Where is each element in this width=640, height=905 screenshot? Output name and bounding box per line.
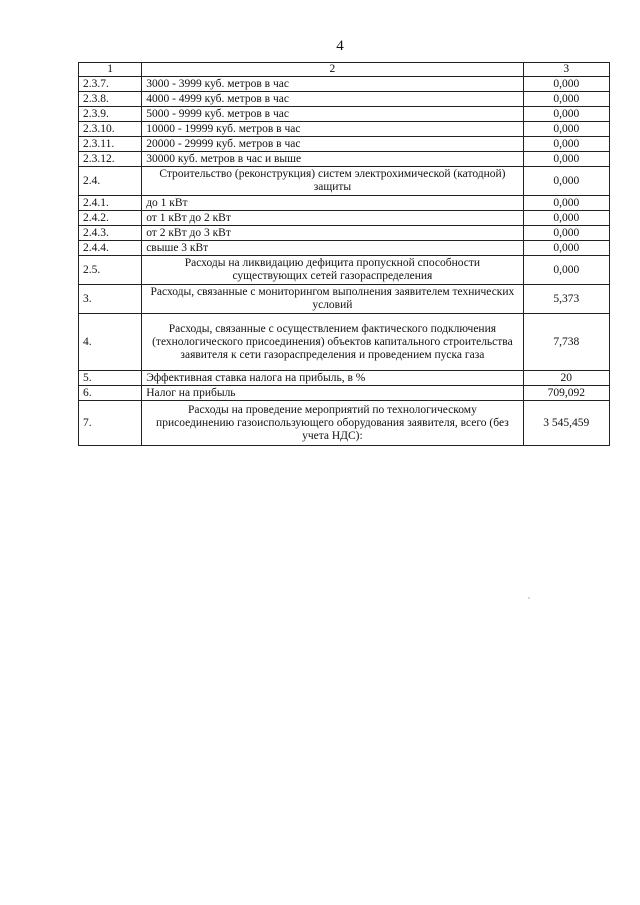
cost-table	[78, 62, 610, 446]
row-number: 2.4.	[79, 167, 142, 196]
row-value: 0,000	[523, 196, 609, 211]
row-value: 0,000	[523, 211, 609, 226]
row-number: 2.3.10.	[79, 122, 142, 137]
column-header: 3	[523, 63, 609, 77]
row-number: 3.	[79, 285, 142, 314]
row-description: 3000 - 3999 куб. метров в час	[142, 77, 523, 92]
table-row	[79, 314, 610, 371]
row-value: 3 545,459	[523, 401, 609, 446]
row-value: 0,000	[523, 226, 609, 241]
row-number: 2.3.9.	[79, 107, 142, 122]
row-number: 2.4.4.	[79, 241, 142, 256]
row-description: Расходы, связанные с осуществлением фактического подключения (технологического присоединения) объектов капитального строительства заявителя к сети газораспределения и проведением пуска газа	[142, 314, 523, 371]
row-number: 2.4.2.	[79, 211, 142, 226]
row-value: 0,000	[523, 137, 609, 152]
row-description: Расходы на ликвидацию дефицита пропускной способности существующих сетей газораспределения	[142, 256, 523, 285]
table-row	[79, 256, 610, 285]
row-value: 0,000	[523, 77, 609, 92]
row-number: 2.4.3.	[79, 226, 142, 241]
table-row	[79, 226, 610, 241]
row-value: 0,000	[523, 122, 609, 137]
row-number: 2.5.	[79, 256, 142, 285]
row-description: 4000 - 4999 куб. метров в час	[142, 92, 523, 107]
table-row	[79, 122, 610, 137]
row-description: до 1 кВт	[142, 196, 523, 211]
row-number: 2.3.8.	[79, 92, 142, 107]
row-description: Расходы на проведение мероприятий по технологическому присоединению газоиспользующего оборудования заявителя, всего (без учета НДС):	[142, 401, 523, 446]
table-row	[79, 107, 610, 122]
row-value: 0,000	[523, 107, 609, 122]
row-description: 10000 - 19999 куб. метров в час	[142, 122, 523, 137]
table-header-row	[79, 63, 610, 77]
row-description: Эффективная ставка налога на прибыль, в %	[142, 371, 523, 386]
table-row	[79, 92, 610, 107]
row-description: Расходы, связанные с мониторингом выполнения заявителем технических условий	[142, 285, 523, 314]
row-number: 2.3.12.	[79, 152, 142, 167]
scan-speck	[528, 597, 530, 599]
row-description: 20000 - 29999 куб. метров в час	[142, 137, 523, 152]
table-row	[79, 167, 610, 196]
row-number: 2.3.7.	[79, 77, 142, 92]
row-description: Налог на прибыль	[142, 386, 523, 401]
row-value: 709,092	[523, 386, 609, 401]
row-number: 2.4.1.	[79, 196, 142, 211]
row-value: 7,738	[523, 314, 609, 371]
column-header: 2	[142, 63, 523, 77]
row-value: 0,000	[523, 167, 609, 196]
row-description: 5000 - 9999 куб. метров в час	[142, 107, 523, 122]
row-number: 5.	[79, 371, 142, 386]
row-value: 0,000	[523, 241, 609, 256]
row-description: 30000 куб. метров в час и выше	[142, 152, 523, 167]
row-description: от 2 кВт до 3 кВт	[142, 226, 523, 241]
table-row	[79, 196, 610, 211]
row-value: 5,373	[523, 285, 609, 314]
row-value: 0,000	[523, 152, 609, 167]
table-row	[79, 77, 610, 92]
table-row	[79, 401, 610, 446]
row-value: 0,000	[523, 92, 609, 107]
page-number: 4	[336, 38, 344, 54]
row-number: 7.	[79, 401, 142, 446]
row-description: Строительство (реконструкция) систем электрохимической (катодной) защиты	[142, 167, 523, 196]
table-row	[79, 371, 610, 386]
table-row	[79, 137, 610, 152]
table-row	[79, 386, 610, 401]
row-description: от 1 кВт до 2 кВт	[142, 211, 523, 226]
table-row	[79, 285, 610, 314]
row-number: 6.	[79, 386, 142, 401]
column-header: 1	[79, 63, 142, 77]
row-value: 20	[523, 371, 609, 386]
row-value: 0,000	[523, 256, 609, 285]
row-number: 2.3.11.	[79, 137, 142, 152]
table-row	[79, 152, 610, 167]
row-description: свыше 3 кВт	[142, 241, 523, 256]
table-row	[79, 241, 610, 256]
table-row	[79, 211, 610, 226]
row-number: 4.	[79, 314, 142, 371]
